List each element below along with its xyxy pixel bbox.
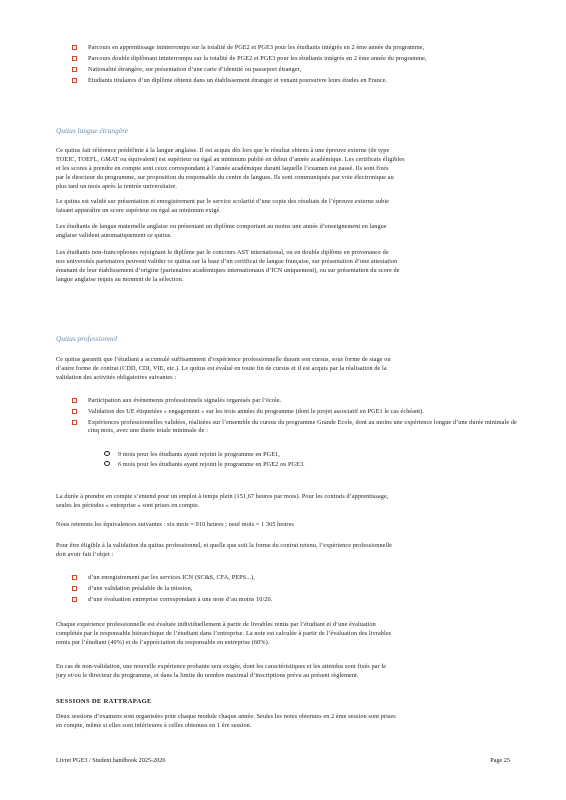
bullet-icon — [72, 586, 77, 591]
list-item: d’une validation préalable de la mission, — [72, 585, 520, 593]
paragraph: Deux sessions d’examens sont organisées pour chaque module chaque année. Seules les notes obtenues en 2 ème session sont prises en compte, même si elles sont inférieures à celles obtenues en 1 ère session. — [56, 713, 396, 729]
paragraph: Ce quitus garantit que l’étudiant a accumulé suffisamment d’expérience professionnelle durant son cursus, sous forme de stage ou d’autre forme de contrat (CDD, CDI, VIE, etc.). Le quitus est évalué en toute fin de cursus et il est acquis par la réalisation de la validation des activités obligatoires suivantes : — [56, 356, 391, 381]
paragraph: La durée à prendre en compte s’entend pour un emploi à temps plein (151,67 heures par mois). Pour les contrats d’apprentissage, seules les périodes « entreprise » sont prises en compte. — [56, 493, 389, 509]
list-item: Parcours en apprentissage ininterrompu sur la totalité de PGE2 et PGE3 pour les étudiants intégrés en 2 ème année du programme, — [72, 44, 520, 52]
section-title-pro: Quitus professionnel — [56, 334, 118, 343]
list-item: d’une évaluation entreprise correspondant à une note d’au moins 10/20. — [72, 596, 520, 604]
bullet-icon — [72, 420, 77, 425]
top-bullet-list — [72, 44, 520, 88]
paragraph: Pour être éligible à la validation du quitus professionnel, et quelle que soit la forme du contrat retenu, l’expérience professionnelle doit avoir fait l’objet : — [56, 542, 393, 558]
list-item: Validation des UE étiquetées « engagement » sur les trois années du programme (dont le projet associatif en PGE1 le cas échéant). — [72, 408, 520, 416]
requirements-list — [72, 574, 520, 607]
paragraph: Ce quitus fait référence prédéfinie à la langue anglaise. Il est acquis dès lors que le résultat obtenu à une épreuve externe (de type TOEIC, TOEFL, GMAT ou équivalent) est supérieur ou égal au minimum publié en début d’année académique. Les certificats éligibles et les scores à prendre en compte sont ceux correspondant à l’année académique durant laquelle l’examen est passé. Ils sont fixés par le directeur du programme, sur proposition du responsable du centre de langues. Ils sont communiqués par voie électronique au plus tard un mois après la rentrée universitaire. — [56, 147, 405, 190]
bullet-icon — [72, 56, 77, 61]
section-title-langue: Quitus langue étrangère — [56, 126, 128, 135]
paragraph: Chaque expérience professionnelle est évaluée individuellement à partir de livrables remis par l’étudiant et d’une évaluation complétée par le responsable hiérarchique de l’étudiant dans l’entreprise. La note est calculée à partir de l’évaluation des livrables remis par l’étudiant (40%) et de l’appréciation du responsable en entreprise (60%). — [56, 621, 392, 646]
page-number: Page 25 — [490, 757, 510, 764]
paragraph: Les étudiants de langue maternelle anglaise ou présentant un diplôme comportant au moins une année d’enseignement en langue anglaise valident automatiquement ce quitus. — [56, 223, 387, 239]
bullet-icon — [72, 67, 77, 72]
list-item: Expériences professionnelles validées, réalisées sur l’ensemble du cursus du programme Grande Ecole, dont au moins une expérience longue d’une durée minimale de cinq mois, avec une durée totale minimale de : — [72, 419, 520, 435]
bullet-icon — [72, 78, 77, 83]
section-heading-sessions: SESSIONS DE RATTRAPAGE — [56, 698, 152, 705]
page-footer — [56, 757, 510, 764]
list-item: Nationalité étrangère, sur présentation d’une carte d’identité ou passeport étranger, — [72, 66, 520, 74]
paragraph: Nous retenons les équivalences suivantes : six mois = 910 heures ; neuf mois = 1 365 heures — [56, 521, 294, 528]
list-item: Parcours double diplômant ininterrompu sur la totalité de PGE2 et PGE3 pour les étudiants intégrés en 2 ème année du programme, — [72, 55, 520, 63]
bullet-icon — [72, 398, 77, 403]
paragraph: Le quitus est validé sur présentation et enregistrement par le service scolarité d’une copie des résultats de l’épreuve externe subie faisant apparaître un score supérieur ou égal au minimum exigé. — [56, 198, 390, 214]
bullet-icon — [72, 409, 77, 414]
pro-bullet-list — [72, 397, 520, 438]
list-item: Etudiants titulaires d’un diplôme obtenu dans un établissement étranger et venant poursuivre leurs études en France. — [72, 77, 520, 85]
list-item: 9 mois pour les étudiants ayant rejoint le programme en PGE1, — [104, 451, 504, 459]
pro-sub-list — [104, 451, 504, 471]
circle-bullet-icon — [104, 461, 110, 466]
circle-bullet-icon — [104, 451, 110, 456]
paragraph: Les étudiants non-francophones rejoignant le diplôme par le concours AST international, ou en double diplôme en provenance de nos universités partenaires peuvent valider ce quitus sur la base d’un certificat de langue française, sur présentation d’une attestation émanant de leur établissement d’origine (partenaires académiques internationaux d’ICN uniquement), ou sur présentation du score de langue anglaise requis au moment de la sélection. — [56, 249, 400, 283]
list-item: d’un enregistrement par les services ICN (SC&S, CFA, PEPS...), — [72, 574, 520, 582]
bullet-icon — [72, 597, 77, 602]
paragraph: En cas de non-validation, une nouvelle expérience probante sera exigée, dont les caractéristiques et les attendus sont fixés par le jury et/ou le directeur du programme, et dans la limite du nombre maximal d’inscriptions prévu au présent règlement. — [56, 663, 387, 679]
footer-left: Livret PGE3 / Student handbook 2025-2026 — [56, 757, 166, 764]
list-item: 6 mois pour les étudiants ayant rejoint le programme en PGE2 ou PGE3. — [104, 461, 504, 469]
bullet-icon — [72, 45, 77, 50]
list-item: Participation aux évènements professionnels signalés organisés par l’école. — [72, 397, 520, 405]
bullet-icon — [72, 575, 77, 580]
